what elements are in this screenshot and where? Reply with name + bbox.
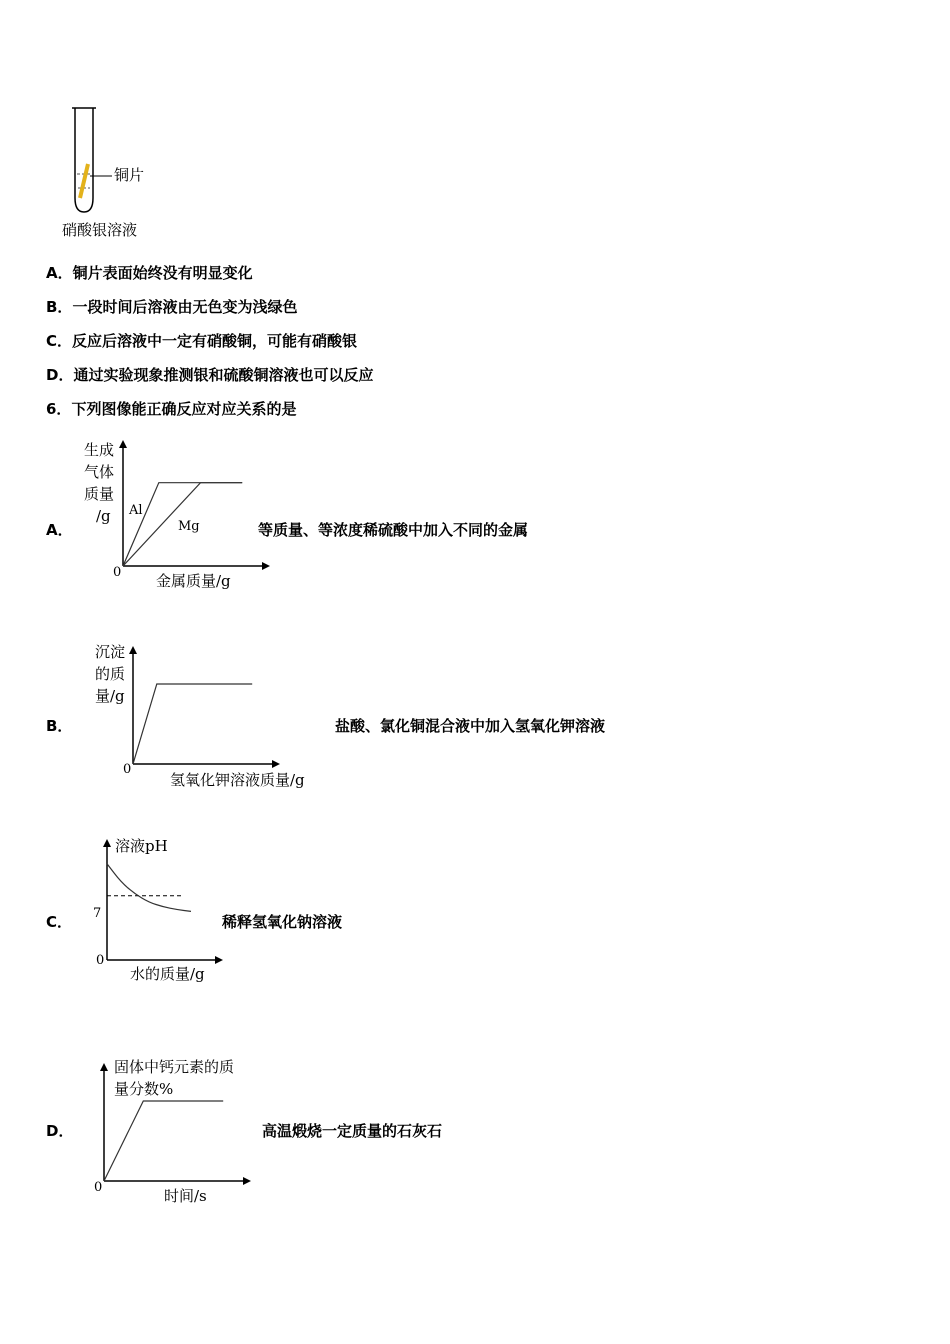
question-6-stem bbox=[46, 398, 296, 419]
option-d-label[interactable]: D． bbox=[46, 1122, 74, 1140]
chart-b-ylabel-1: 的质 bbox=[95, 665, 126, 683]
test-tube-outline bbox=[75, 108, 93, 212]
q5-option-b[interactable] bbox=[46, 296, 297, 317]
chart-d-origin: 0 bbox=[94, 1180, 103, 1195]
question-text: 下列图像能正确反应对应关系的是 bbox=[71, 400, 297, 418]
chart-a-series-al-label: Al bbox=[129, 503, 143, 518]
chart-c-y-arrow bbox=[103, 839, 111, 847]
solution-label: 硝酸银溶液 bbox=[62, 221, 138, 239]
chart-c-xlabel: 水的质量/g bbox=[130, 965, 205, 983]
q5-option-c-text: 反应后溶液中一定有硝酸铜，可能有硝酸银 bbox=[72, 332, 358, 350]
q5-option-b-text: 一段时间后溶液由无色变为浅绿色 bbox=[72, 298, 298, 316]
copper-strip-label: 铜片 bbox=[114, 166, 145, 184]
chart-a-ylabel-3: /g bbox=[96, 507, 111, 525]
chart-b-ylabel-2: 量/g bbox=[95, 687, 125, 705]
chart-a-x-arrow bbox=[262, 562, 270, 570]
chart-c-ref-label: 7 bbox=[93, 906, 102, 921]
q5-option-d[interactable] bbox=[46, 364, 373, 385]
chart-d-y-arrow bbox=[100, 1063, 108, 1071]
chart-a-ylabel-2: 质量 bbox=[84, 485, 115, 503]
chart-b-origin: 0 bbox=[123, 762, 132, 777]
q5-option-d-text: 通过实验现象推测银和硫酸铜溶液也可以反应 bbox=[73, 366, 374, 384]
chart-b-xlabel: 氢氧化钾溶液质量/g bbox=[170, 771, 305, 789]
chart-c-x-arrow bbox=[215, 956, 223, 964]
chart-c-ylabel: 溶液pH bbox=[115, 837, 168, 855]
chart-c-series-ph bbox=[107, 864, 191, 912]
option-a-description: 等质量、等浓度稀硫酸中加入不同的金属 bbox=[258, 521, 529, 539]
chart-d-x-arrow bbox=[243, 1177, 251, 1185]
chart-a-xlabel: 金属质量/g bbox=[156, 572, 231, 590]
chart-a-series-mg-label: Mg bbox=[178, 519, 200, 534]
option-c-label[interactable]: C． bbox=[46, 913, 73, 931]
q5-option-c[interactable] bbox=[46, 330, 357, 351]
test-tube-figure bbox=[60, 100, 180, 220]
chart-b-ylabel-0: 沉淀 bbox=[95, 643, 126, 661]
option-b-label[interactable]: B． bbox=[46, 717, 73, 735]
option-c-description: 稀释氢氧化钠溶液 bbox=[222, 913, 343, 931]
chart-b-x-arrow bbox=[272, 760, 280, 768]
chart-a-origin: 0 bbox=[113, 565, 122, 580]
chart-d-ylabel-0: 固体中钙元素的质 bbox=[114, 1058, 235, 1076]
q5-option-a[interactable] bbox=[46, 262, 253, 283]
chart-a-ylabel-1: 气体 bbox=[84, 463, 115, 481]
chart-b-y-arrow bbox=[129, 646, 137, 654]
q5-option-a-text: 铜片表面始终没有明显变化 bbox=[72, 264, 253, 282]
q5-option-b-label: B． bbox=[46, 298, 73, 316]
q5-option-a-label: A． bbox=[46, 264, 73, 282]
option-d-description: 高温煅烧一定质量的石灰石 bbox=[262, 1122, 443, 1140]
chart-b-series-precipitate bbox=[133, 684, 252, 764]
chart-c-origin: 0 bbox=[96, 953, 105, 968]
q5-option-c-label: C． bbox=[46, 332, 73, 350]
chart-a-ylabel-0: 生成 bbox=[84, 441, 115, 459]
chart-d-xlabel: 时间/s bbox=[164, 1187, 207, 1205]
q5-option-d-label: D． bbox=[46, 366, 74, 384]
option-a-label[interactable]: A． bbox=[46, 521, 73, 539]
copper-strip bbox=[80, 164, 88, 198]
chart-d-series-calcium bbox=[104, 1101, 223, 1181]
chart-a-y-arrow bbox=[119, 440, 127, 448]
option-b-description: 盐酸、氯化铜混合液中加入氢氧化钾溶液 bbox=[335, 717, 606, 735]
chart-d-ylabel-1: 量分数% bbox=[114, 1080, 174, 1098]
question-number: 6． bbox=[46, 400, 72, 418]
